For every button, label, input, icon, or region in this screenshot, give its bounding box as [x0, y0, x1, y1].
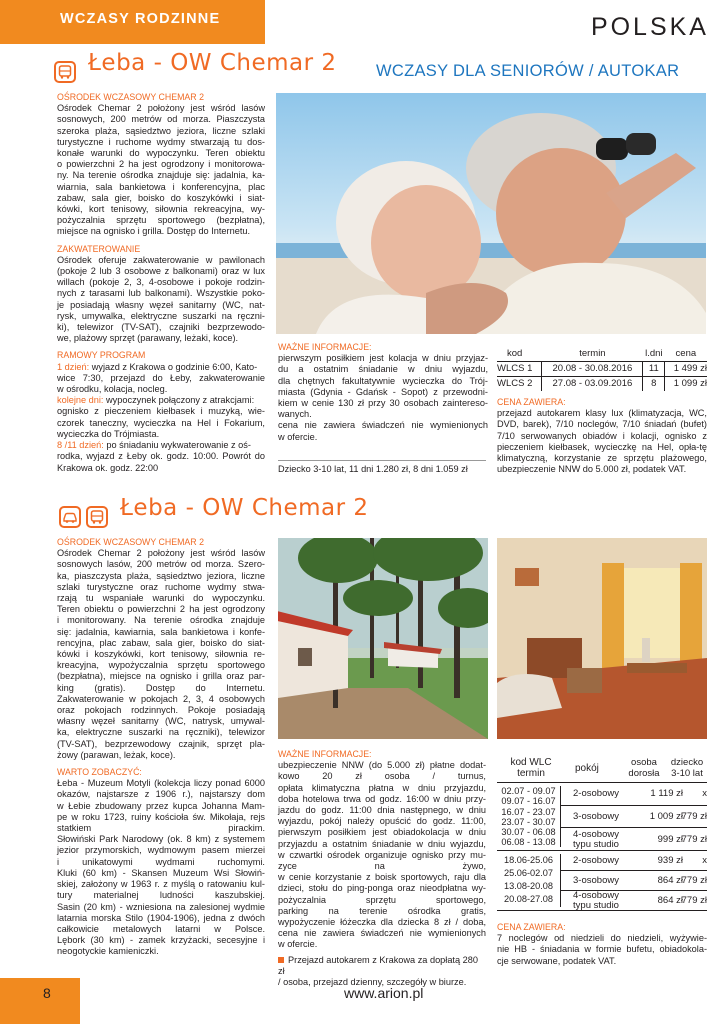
text-line: dla chętnych fakultatywnie wycieczka do Trój- — [278, 375, 488, 386]
bus-icon-2 — [86, 506, 108, 528]
offer1-left-column — [57, 92, 265, 474]
text-line: tury materialnej ludności kaszubskiej. — [57, 890, 265, 901]
program-last-day — [57, 440, 265, 451]
child-price: 779 zł — [681, 875, 707, 886]
seniors-photo — [276, 93, 706, 334]
offer1-child-price: Dziecko 3-10 lat, 11 dni 1.280 zł, 8 dni 1.059 zł — [278, 464, 468, 474]
offer1-price-text — [497, 408, 707, 475]
text-line: cena nie zawiera świadczeń nie wymienionych — [278, 928, 486, 939]
bullet-square-icon — [278, 957, 284, 963]
col-kod: kod — [507, 347, 523, 359]
room-type-line: 3-osobowy — [573, 875, 619, 886]
room-type-line: typu studio — [573, 900, 619, 911]
offer1-price-includes — [497, 397, 707, 475]
text-line: statkiem pirackim. — [57, 823, 265, 834]
text-line: Kluki (60 km) - Skansen Muzeum Wsi Słowiń- — [57, 867, 265, 878]
offer1-accommodation-text — [57, 255, 265, 345]
text-line: ka, piaszczysta plaża, sąsiedztwo jeziora, liczne — [57, 570, 265, 581]
text-line: miasta (Gdynia - Gdańsk - Sopot) z przewodni- — [278, 386, 488, 397]
program-day1 — [57, 362, 265, 373]
text-line: przejazd autokarem klasy lux (klimatyzacja, WC, — [497, 408, 707, 419]
text-line: wanych. — [278, 409, 312, 420]
footer-bar — [0, 978, 80, 1024]
text-line: oraz pokojach rodzinnych. Pokoje posiadają — [57, 705, 265, 716]
adult-price: 864 zł — [657, 875, 683, 886]
program-day1-cont — [57, 373, 265, 395]
text-line: Lębork (30 km) - zamek krzyżacki, secesyjne i — [57, 935, 265, 946]
text-line: we, plażowy sprzęt (parawany, leżaki, koce). — [57, 333, 239, 344]
text-line: rzają tu wspaniałe warunki do wypoczynku. — [57, 593, 265, 604]
offer1-resort-text — [57, 103, 265, 237]
text-line: doba hotelowa trwa od godz. 16:00 w dniu przy- — [278, 793, 486, 804]
next-days-label: kolejne dni: — [57, 395, 104, 406]
t2-osoba: osoba — [631, 757, 657, 768]
offer1-program-heading: RAMOWY PROGRAM — [57, 350, 146, 361]
offer2-left-column — [57, 537, 265, 958]
text-line: szeroka plaża, sąsiedztwo jeziora, liczne szlaki — [57, 125, 265, 136]
offer1-title: Łeba - OW Chemar 2 — [88, 50, 337, 76]
text-line: i unikatowymi wydmami ruchomymi. — [57, 856, 265, 867]
text-line: kowo 20 zł osoba / turnus, — [278, 771, 486, 782]
bus-icon — [54, 61, 76, 83]
resort-exterior-photo — [278, 538, 488, 739]
t2-termin: termin — [517, 768, 545, 779]
date-range: 23.07 - 30.07 — [501, 816, 556, 827]
offer2-resort-text — [57, 548, 265, 761]
adult-price: 1 009 zł — [649, 810, 683, 822]
offer2-sights-text — [57, 778, 265, 957]
offer2-title: Łeba - OW Chemar 2 — [120, 495, 369, 521]
day1-text: wyjazd z Krakowa o godzinie 6:00, Kato- — [89, 361, 258, 372]
room-type — [565, 830, 627, 850]
text-line: miejsce na ognisko i grilla. Dostęp do Internetu. — [57, 226, 251, 237]
table-row — [497, 361, 707, 376]
room-row — [561, 783, 707, 806]
text-line: pierwszym posiłkiem jest obiadokolacja w dniu — [278, 827, 486, 838]
text-line: rysk, umywalka, elektryczne suszarki na ręczni- — [57, 310, 265, 321]
text-line: wyjazdu, pokój należy opuścić do godz. 11:00, — [278, 816, 486, 827]
text-line: kówki, kort tenisowy, siłownia rekreacyjna, wy- — [57, 204, 265, 215]
category-label: WCZASY RODZINNE — [60, 11, 221, 27]
text-line: żowy (parawan, leżak, koce). — [57, 749, 176, 760]
text-line: całkowicie metalowych latarni w Polsce. — [57, 923, 265, 934]
website-link[interactable]: www.arion.pl — [344, 985, 424, 1001]
room-type-line: 4-osobowy — [573, 890, 619, 901]
text-line: Sasin (20 km) - wzniesiona na zalesionej wydmie — [57, 901, 265, 912]
text-line: Zakwaterowanie w pokojach 2, 3, 4 osobowych — [57, 693, 265, 704]
child-price: 779 zł — [681, 895, 707, 906]
text-line: parking na terenie ośrodka gratis, — [278, 905, 486, 916]
text-line: (TV-SAT), bezprzewodowy czajnik, sprzęt pla- — [57, 738, 265, 749]
date-range: 25.06-02.07 — [503, 868, 554, 878]
text-line: ognisko z pieczeniem kiełbasek i muzyką, wie- — [57, 406, 265, 417]
offer2-sights-heading: WARTO ZOBACZYĆ: — [57, 767, 142, 778]
text-line: własny węzeł sanitarny (WC, natrysk, umywal- — [57, 716, 265, 727]
text-line: klimatyczną, korzystanie ze sprzętu plażowego, — [497, 453, 707, 464]
room-type-line: 3-osobowy — [573, 810, 619, 822]
t2-col-dziecko — [667, 757, 707, 779]
text-line: 7/10 serwowanych obiadów i kolacji, ognisko z — [497, 430, 707, 441]
text-line: w ofercie. — [278, 431, 318, 442]
text-line: zabaw, sala gier, boisko do koszykówki i siat- — [57, 192, 265, 203]
room-type — [565, 876, 627, 886]
adult-price: 1 119 zł — [650, 788, 683, 800]
text-line: turystyczne i ruchome wydmy stwarzają tu dos- — [57, 136, 265, 147]
room-type-line: 2-osobowy — [573, 788, 619, 800]
text-line: je posiadają własny węzeł sanitarny (WC, nat- — [57, 299, 265, 310]
offer2-price-heading: CENA ZAWIERA: — [497, 922, 566, 932]
t2-col-kod — [507, 757, 555, 779]
offer1-accommodation-heading: ZAKWATEROWANIE — [57, 243, 141, 254]
offer2-info — [278, 749, 486, 988]
text-line: w cenie korzystanie z boisk sportowych, raju dla — [278, 872, 486, 883]
text-line: Ośrodek Chemar 2 położony jest wśród lasów — [57, 548, 265, 559]
text-line: czorek taneczny, wycieczka na Hel i Fokarium, — [57, 417, 265, 428]
category-header — [0, 0, 265, 44]
room-row — [561, 828, 707, 851]
text-line: i monitorowany. Na terenie ośrodka znajduje — [57, 615, 265, 626]
car-icon — [59, 506, 81, 528]
offer2-info-heading: WAŻNE INFORMACJE: — [278, 749, 372, 759]
text-line: się: jadalnia, kawiarnia, sala bankietowa i konfe- — [57, 626, 265, 637]
program-next-days — [57, 395, 265, 406]
text-line: Łeba - Muzeum Motyli (kolekcja liczy ponad 6000 — [57, 778, 265, 789]
offer2-price-table — [497, 755, 707, 911]
text-line: neogotyckie kamieniczki. — [57, 946, 159, 957]
text-line: pieczeniem kiełbasek, wycieczkę na Hel, opła-tę — [497, 441, 707, 452]
text-line: ubezpieczenie NNW (do 5.000 zł) płatne dodat- — [278, 760, 486, 771]
bus-note — [278, 955, 486, 989]
text-line: pożyczalnia sprzętu sportowego (bezpłatna), — [57, 215, 265, 226]
room-type — [565, 891, 627, 911]
text-line: sosnowych lasów, 200 metrów od morza. Szero- — [57, 559, 265, 570]
text-line: cena nie zawiera świadczeń nie wymienionych — [278, 420, 488, 431]
t2-col-pokoj: pokój — [575, 763, 599, 774]
col-ldni: l.dni — [645, 347, 663, 359]
table-cell: 8 — [643, 376, 665, 391]
table-row — [497, 376, 707, 391]
text-line: przyjazdu a ostatnim śniadanie w dniu wyjazdu, — [278, 838, 486, 849]
room-type — [565, 789, 627, 799]
room-row — [561, 891, 707, 911]
room-row — [561, 871, 707, 891]
day1-label: 1 dzień: — [57, 361, 90, 372]
table-cell: WLCS 2 — [497, 378, 533, 390]
bus-note-line1 — [278, 955, 486, 977]
offer2-resort-heading: OŚRODEK WCZASOWY CHEMAR 2 — [57, 537, 204, 547]
text-line: rencyjna, plac zabaw, sala gier, boisko do siat- — [57, 637, 265, 648]
dates-column — [497, 786, 561, 847]
offer1-price-table — [497, 346, 707, 391]
room-type-line: 4-osobowy — [573, 828, 619, 840]
bus-note-text1: Przejazd autokarem z Krakowa za dopłatą 280 zł — [278, 954, 478, 976]
country-label: POLSKA — [590, 13, 709, 41]
room-type — [565, 812, 627, 822]
text-line: latarnia morska Stilo (1904-1906), jedna z dwóch — [57, 912, 265, 923]
text-line: jazdu do godz. 11:00 dnia następnego, w dniu — [278, 805, 486, 816]
offer1-info-heading: WAŻNE INFORMACJE: — [278, 342, 372, 352]
text-line: wycieczka do Trójmiasta. — [57, 428, 160, 439]
offer2-info-text — [278, 760, 486, 950]
child-price: 779 zł — [681, 833, 707, 845]
text-line: DVD, barek), 7/10 noclegów, 7/10 śniadań (bufet) — [497, 419, 707, 430]
text-line: w ofercie. — [278, 939, 318, 950]
date-range: 18.06-25.06 — [503, 855, 554, 865]
next-days-text: wypoczynek połączony z atrakcjami: — [103, 395, 255, 406]
text-line: kiem w cenie 130 zł przy 30 osobach zaintereso- — [278, 398, 488, 409]
room-type-line: typu studio — [573, 838, 619, 850]
text-line: ka, elektryczne suszarki na ręczniki), telewizor — [57, 727, 265, 738]
text-line: (bezpłatna), miejsce na ognisko i grilla oraz par- — [57, 671, 265, 682]
room-type-line: 2-osobowy — [573, 855, 619, 866]
child-price: 779 zł — [681, 810, 707, 822]
text-line: okazów, najstarsze z 1906 r.), najstarszy dom — [57, 789, 265, 800]
text-line: w ośrodku, kolacja, nocleg. — [57, 384, 168, 395]
table-cell: 1 499 zł — [673, 362, 707, 374]
room-row — [561, 851, 707, 871]
offer1-info-text — [278, 353, 488, 443]
text-line: du a ostatnim śniadanie w dniu wyjazdu, — [278, 364, 488, 375]
date-range: 13.08-20.08 — [503, 881, 554, 891]
t2-dziecko: dziecko — [670, 757, 704, 768]
offer1-info — [278, 342, 488, 443]
text-line: Krakowa ok. godz. 22:00 — [57, 462, 159, 473]
text-line: Ośrodek Chemar 2 położony jest wśród lasów — [57, 103, 265, 114]
date-range: 09.07 - 16.07 — [501, 796, 556, 807]
date-range: 02.07 - 09.07 — [501, 786, 556, 796]
text-line: Ośrodek oferuje zakwaterowanie w pawilonach — [57, 254, 265, 265]
text-line: king (gratis). Dostęp do Internetu. — [57, 682, 265, 693]
adult-price: 999 zł — [657, 833, 683, 845]
text-line: willach (pokoje 2, 3, 4-osobowe i pokoje rodzin- — [57, 277, 265, 288]
text-line: wypożyczenie łóżeczka dla dziecka 8 zł / doba, — [278, 917, 486, 928]
text-line: o powierzchni 2 ha jest ogrodzony i monitorowa- — [57, 159, 265, 170]
text-line: jezior przymorskich, wydmowym pasem mierzei — [57, 845, 265, 856]
offer1-price-heading: CENA ZAWIERA: — [497, 397, 566, 407]
text-line: ny. Na terenie ośrodka znajduje się: jadalnia, ka- — [57, 170, 265, 181]
page-number: 8 — [43, 985, 51, 1001]
text-line: wiarnia, sala bankietowa i konferencyjna, plac — [57, 181, 265, 192]
date-range: 20.08-27.08 — [503, 894, 554, 904]
table-cell: 27.08 - 03.09.2016 — [542, 376, 643, 391]
text-line: pierwszym posiłkiem jest kolacja w dniu przyjaz- — [278, 353, 488, 364]
adult-price: 864 zł — [657, 895, 683, 906]
program-last-day-cont — [57, 451, 265, 473]
text-line: dzieci, stołu do ping-ponga oraz nieodpłatna wy- — [278, 883, 486, 894]
text-line: w czwartki ośrodek organizuje ognisko przy mu- — [278, 849, 486, 860]
text-line: w Łebie zbudowany przez kupca Johanna Mam- — [57, 800, 265, 811]
text-line: rodka, wyjazd z Łeby ok. godz. 10:00. Powrót do — [57, 451, 265, 462]
text-line: nych z tarasami lub balkonami). Wszystkie poko- — [57, 288, 265, 299]
text-line: zyce na żywo, — [278, 861, 486, 872]
offer1-resort-heading: OŚRODEK WCZASOWY CHEMAR 2 — [57, 92, 204, 102]
offer2-price-text — [497, 933, 707, 967]
table-cell: 1 099 zł — [673, 378, 707, 390]
t2-dorosla: dorosła — [628, 768, 660, 779]
text-line: (pokoje 2 lub 3 osobowe z balkonami) oraz w lux — [57, 266, 265, 277]
offer1-subtitle: WCZASY DLA SENIORÓW / AUTOKAR — [376, 62, 680, 80]
dates-column — [497, 854, 561, 907]
text-line: cje serwowane, podatek VAT. — [497, 955, 617, 966]
col-termin: termin — [579, 347, 606, 359]
child-price: x — [702, 855, 707, 866]
program-next-days-cont — [57, 406, 265, 440]
col-cena: cena — [675, 347, 697, 359]
t2-kod: kod WLC — [510, 757, 552, 768]
text-line: pe w roku 1723, ruiny kościoła św. Mikołaja, rejs — [57, 811, 265, 822]
last-day-text: po śniadaniu wykwaterowanie z oś- — [103, 440, 251, 451]
table-cell: 20.08 - 30.08.2016 — [542, 361, 643, 376]
child-price: x — [702, 788, 707, 800]
text-line: opłata klimatyczna płatna w dniu przyjazdu, — [278, 782, 486, 793]
date-range: 16.07 - 23.07 — [501, 806, 556, 817]
bus-note-line2: / osoba, przejazd dzienny, szczegóły w biurze. — [278, 977, 467, 988]
text-line: pożyczalnia sprzętu sportowego, — [278, 894, 486, 905]
table-cell: 11 — [643, 361, 665, 376]
text-line: kówki i koszykówki, kort tenisowy, siłownia re- — [57, 649, 265, 660]
text-line: ubezpieczenie NNW do 5.000 zł, podatek VAT. — [497, 464, 687, 475]
table-cell: WLCS 1 — [497, 362, 533, 374]
text-line: kreacyjna, wypożyczalnia sprzętu sportowego — [57, 660, 265, 671]
text-line: wice 7:30, przejazd do Łeby, zakwaterowanie — [57, 372, 265, 383]
adult-price: 939 zł — [657, 855, 683, 866]
t2-lat: 3-10 lat — [671, 768, 703, 779]
room-row — [561, 806, 707, 829]
text-line: sosnowych, 200 metrów od morza. Piaszczysta — [57, 114, 265, 125]
text-line: Teren obiektu o powierzchni 2 ha jest ogrodzony — [57, 604, 265, 615]
offer2-price-includes — [497, 922, 707, 967]
text-line: szlaki turystyczne oraz ruchome wydmy stwa- — [57, 581, 265, 592]
date-range: 30.07 - 06.08 — [501, 827, 556, 838]
date-range: 06.08 - 13.08 — [501, 837, 556, 848]
text-line: nie HB - śniadania w formie bufetu, obiadokola- — [497, 944, 707, 955]
text-line: konałe warunki do wypoczynku. Teren obiektu — [57, 148, 265, 159]
text-line: 7 noclegów od niedzieli do niedzieli, wyżywie- — [497, 933, 707, 944]
text-line: Słowiński Park Narodowy (ok. 8 km) z systemem — [57, 834, 265, 845]
resort-room-photo — [497, 538, 707, 739]
text-line: skiej, założony w 1963 r. z myślą o ratowaniu kul- — [57, 879, 265, 890]
text-line: ki), telewizor (TV-SAT), czajniki bezprzewodo- — [57, 322, 265, 333]
room-type — [565, 856, 627, 866]
t2-col-osoba — [625, 757, 663, 779]
last-day-label: 8 /11 dzień: — [57, 440, 104, 451]
